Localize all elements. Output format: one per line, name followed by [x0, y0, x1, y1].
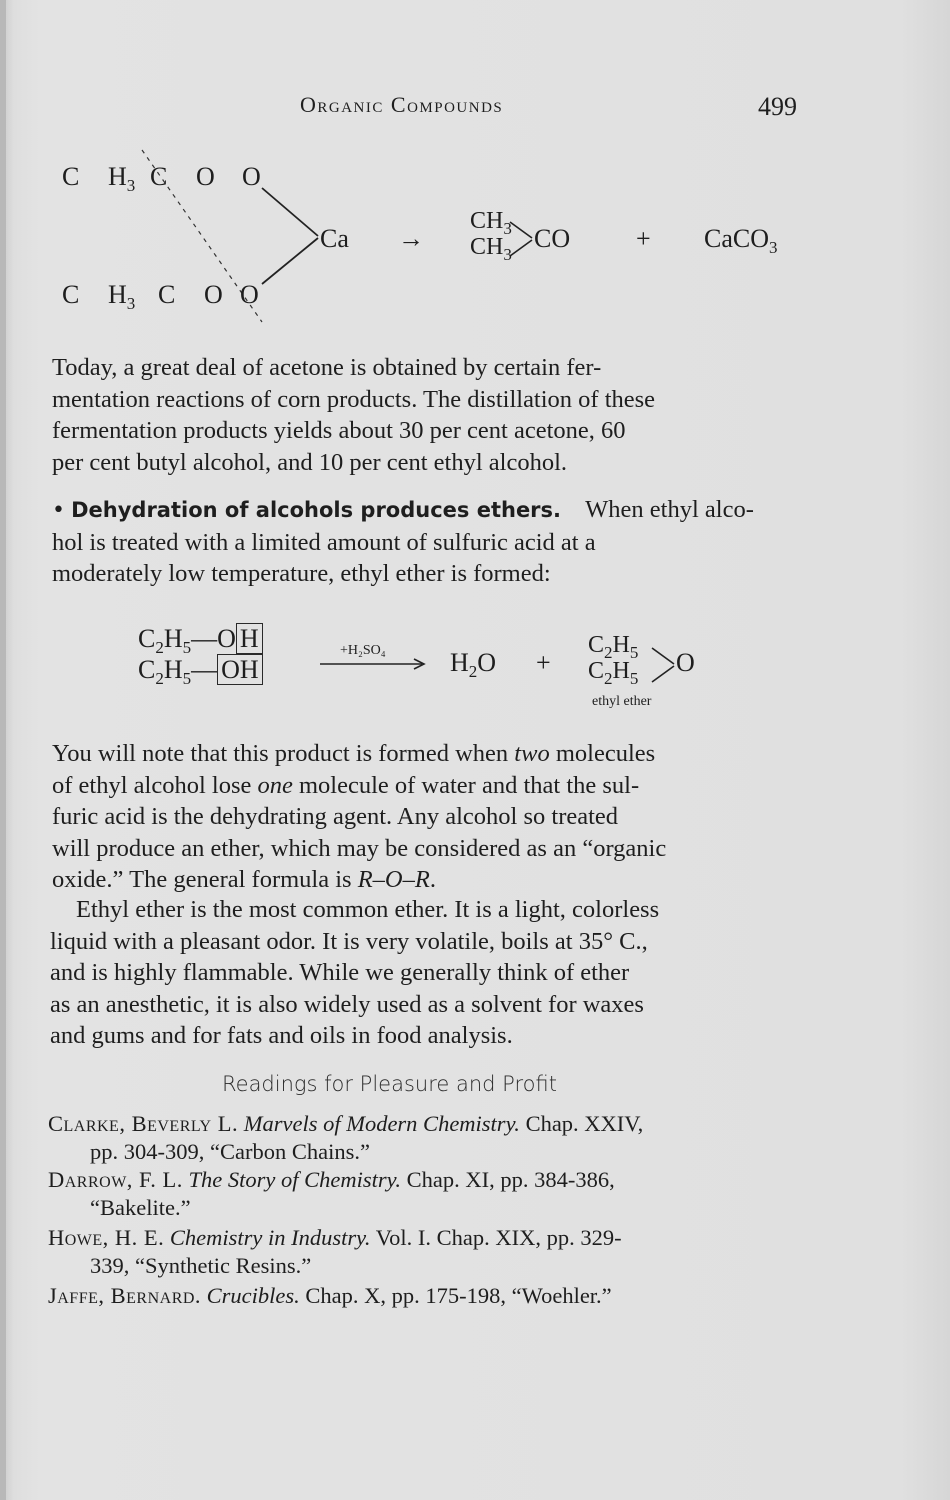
eq2-ether-bottom: $C_2H_5$	[588, 658, 639, 688]
eq2-boxed-h: H	[236, 623, 263, 654]
eq1-product-bottom: $CH_3$	[470, 234, 512, 264]
eq1-r1-o2: O	[242, 162, 261, 191]
bullet-icon: •	[52, 498, 65, 523]
reference-item: Darrow, F. L. The Story of Chemistry. Chap. XI, pp. 384-386, “Bakelite.”	[48, 1167, 615, 1220]
eq2-water: $H_2O$	[450, 648, 497, 682]
section-heading: Dehydration of alcohols produces ethers.	[71, 498, 562, 522]
section-text: When ethyl alco-	[585, 496, 754, 523]
text-line: and is highly flammable. While we generally think of ether	[50, 959, 630, 986]
eq1-r2-c: C	[62, 280, 80, 309]
eq2-catalyst: +H₂SO₄	[340, 643, 386, 658]
eq1-r2-o2: O	[240, 280, 259, 309]
paragraph-ether-formation	[52, 738, 788, 896]
eq1-r1-h: $H_3$	[108, 162, 136, 196]
text-line: and gums and for fats and oils in food analysis.	[50, 1022, 513, 1049]
paragraph-ethyl-ether	[50, 894, 786, 1052]
text-line: Today, a great deal of acetone is obtained by certain fer-	[52, 354, 602, 381]
eq1-calcium: Ca	[320, 224, 349, 253]
eq1-arrow: →	[398, 224, 424, 253]
text-line: Ethyl ether is the most common ether. It is a light, colorless	[76, 896, 660, 923]
eq2-ether-top: $C_2H_5$	[588, 632, 639, 662]
text-line: will produce an ether, which may be considered as an “organic	[52, 834, 667, 862]
running-head: Organic Compounds	[300, 92, 504, 117]
eq1-r1-c: C	[62, 162, 80, 191]
eq2-boxed-oh: OH	[217, 654, 263, 685]
reference-item: Clarke, Beverly L. Marvels of Modern Chemistry. Chap. XXIV, pp. 304-309, “Carbon Chains.”	[48, 1111, 644, 1164]
eq2-ether-oxygen: O	[676, 648, 695, 677]
eq1-r1-c2: C	[150, 162, 168, 191]
equation2-arrow-lines	[0, 0, 950, 720]
text-line: You will note that this product is formed when two molecules	[52, 740, 656, 767]
text-line: mentation reactions of corn products. The distillation of these	[52, 385, 656, 413]
eq1-r2-c2: C	[158, 280, 176, 309]
text-line: hol is treated with a limited amount of sulfuric acid at a	[52, 528, 596, 556]
text-line: fermentation products yields about 30 per cent acetone, 60	[52, 417, 626, 444]
eq2-ethyl-ether-label: ethyl ether	[592, 694, 652, 709]
eq1-product-top: $CH_3$	[470, 208, 512, 238]
text-line: oxide.” The general formula is R–O–R.	[52, 866, 436, 893]
eq2-row1: $C_2H_5—O$ H	[138, 624, 263, 658]
eq2-row2: $C_2H_5—$ OH	[138, 655, 263, 689]
eq1-r2-h: $H_3$	[108, 280, 136, 314]
eq1-carbonyl: CO	[534, 224, 571, 253]
reference-item: Jaffe, Bernard. Crucibles. Chap. X, pp. 175-198, “Woehler.”	[48, 1283, 612, 1308]
eq2-plus: +	[536, 648, 551, 677]
eq1-r2-o1: O	[204, 280, 223, 309]
reference-item: Howe, H. E. Chemistry in Industry. Vol. I. Chap. XIX, pp. 329- 339, “Synthetic Resins.”	[48, 1225, 622, 1278]
eq1-calcium-carbonate: CaCO$_3$	[704, 224, 778, 258]
page-number: 499	[758, 92, 797, 121]
readings-heading: Readings for Pleasure and Profit	[222, 1072, 557, 1096]
text-line: as an anesthetic, it is also widely used as a solvent for waxes	[50, 990, 644, 1018]
text-line: liquid with a pleasant odor. It is very volatile, boils at 35° C.,	[50, 927, 648, 955]
text-line: moderately low temperature, ethyl ether is formed:	[52, 560, 551, 587]
text-line: per cent butyl alcohol, and 10 per cent ethyl alcohol.	[52, 448, 568, 476]
eq1-plus: +	[636, 224, 651, 253]
eq1-r1-o1: O	[196, 162, 215, 191]
text-line: furic acid is the dehydrating agent. Any alcohol so treated	[52, 803, 619, 830]
text-line: of ethyl alcohol lose one molecule of water and that the sul-	[52, 771, 640, 799]
